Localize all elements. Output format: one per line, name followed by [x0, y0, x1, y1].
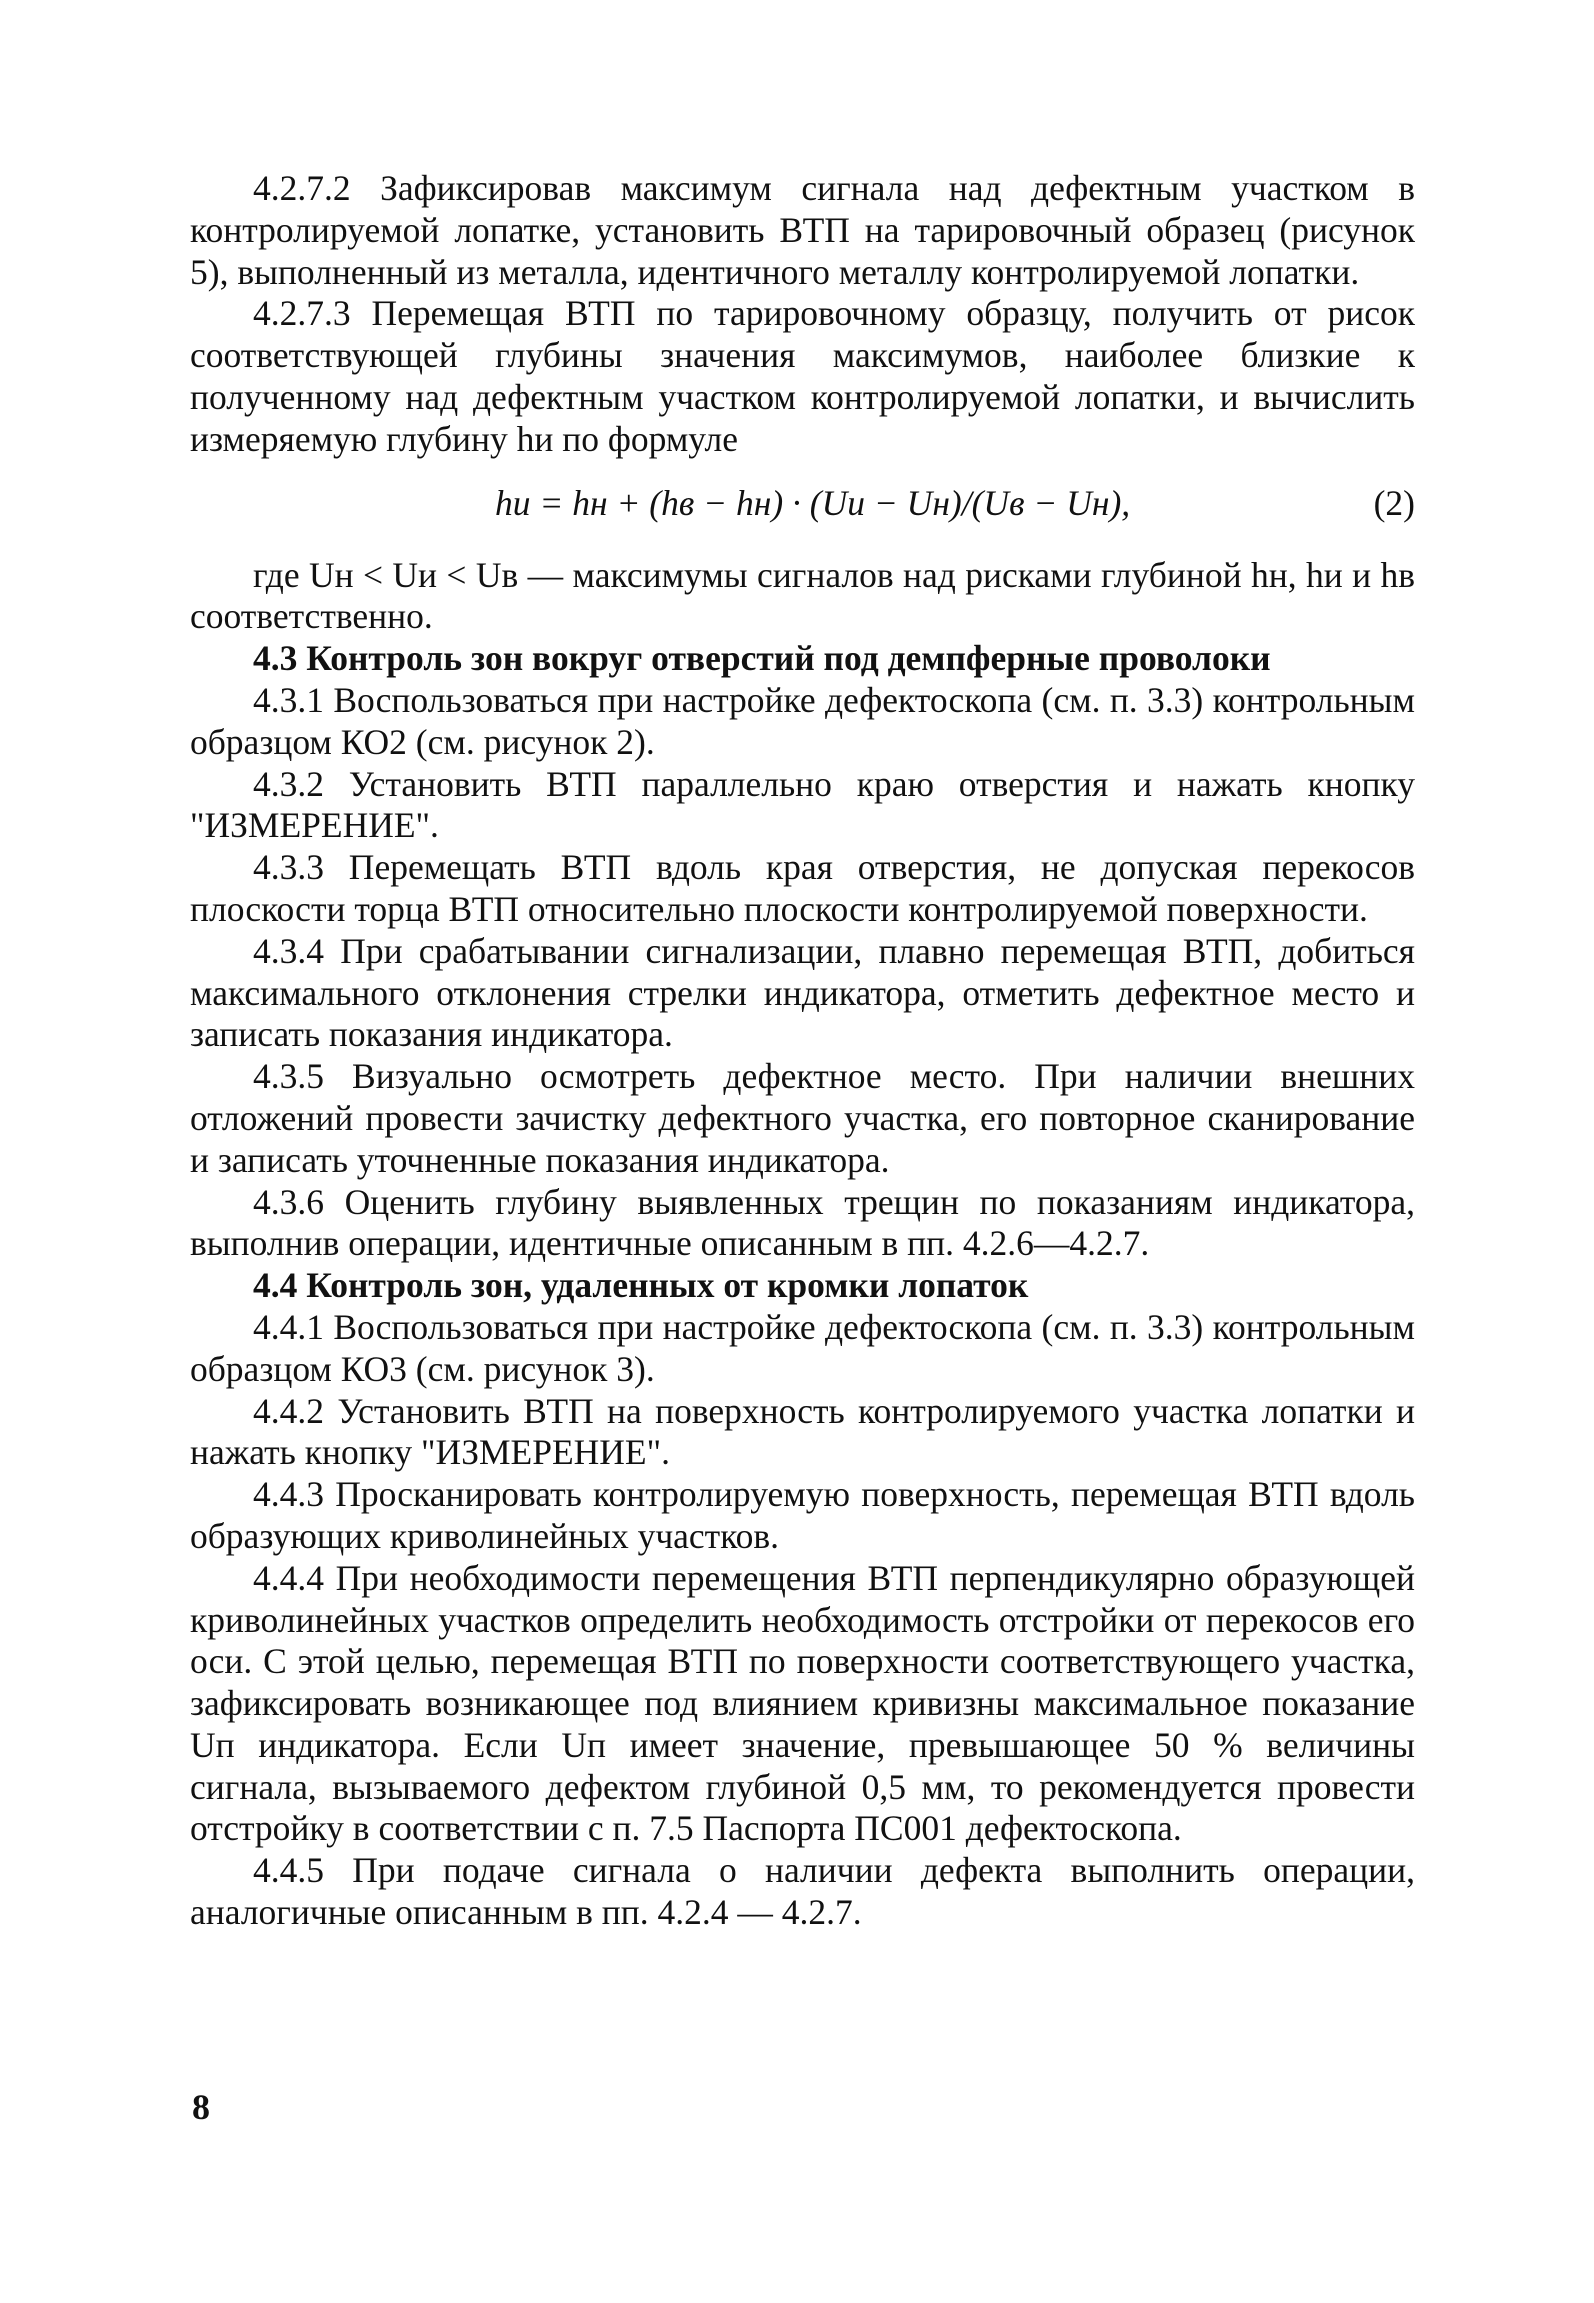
formula-where-clause: где Uн < Uи < Uв — максимумы сигналов над рисками глубиной hн, hи и hв соответственно.: [190, 554, 1415, 637]
paragraph-4-3-1: 4.3.1 Воспользоваться при настройке дефектоскопа (см. п. 3.3) контрольным образцом КО2 (см. рисунок 2).: [190, 679, 1415, 762]
paragraph-4-4-5: 4.4.5 При подаче сигнала о наличии дефекта выполнить операции, аналогичные описанным в пп. 4.2.4 — 4.2.7.: [190, 1850, 1415, 1933]
formula-number: (2): [1373, 482, 1415, 523]
formula-2: [190, 469, 1415, 555]
paragraph-4-3-3: 4.3.3 Перемещать ВТП вдоль края отверстия, не допуская перекосов плоскости торца ВТП относительно плоскости контролируемой поверхности.: [190, 847, 1415, 929]
section-heading-4-4: 4.4 Контроль зон, удаленных от кромки лопаток: [253, 1265, 1029, 1306]
paragraph-4-4-1: 4.4.1 Воспользоваться при настройке дефектоскопа (см. п. 3.3) контрольным образцом КО3 (см. рисунок 3).: [190, 1306, 1415, 1389]
formula-expression: hи = hн + (hв − hн) · (Uи − Uн)/(Uв − Uн),: [495, 482, 1131, 523]
paragraph-4-2-7-3: 4.2.7.3 Перемещая ВТП по тарировочному образцу, получить от рисок соответствующей глубины значения максимумов, наиболее близкие к полученному над дефектным участком контролируемой лопатки, и вычислить измеряемую глубину hи по формуле: [190, 293, 1415, 459]
paragraph-4-3-5: 4.3.5 Визуально осмотреть дефектное место. При наличии внешних отложений провести зачистку дефектного участка, его повторное сканирование и записать уточненные показания индикатора.: [190, 1056, 1415, 1180]
paragraph-4-3-4: 4.3.4 При срабатывании сигнализации, плавно перемещая ВТП, добиться максимального отклонения стрелки индикатора, отметить дефектное место и записать показания индикатора.: [190, 930, 1415, 1055]
paragraph-4-3-2: 4.3.2 Установить ВТП параллельно краю отверстия и нажать кнопку "ИЗМЕРЕНИЕ".: [190, 763, 1415, 846]
paragraph-4-3-6: 4.3.6 Оценить глубину выявленных трещин по показаниям индикатора, выполнив операции, идентичные описанным в пп. 4.2.6—4.2.7.: [190, 1181, 1415, 1264]
paragraph-4-4-3: 4.4.3 Просканировать контролируемую поверхность, перемещая ВТП вдоль образующих криволинейных участков.: [190, 1474, 1415, 1556]
paragraph-4-2-7-2: 4.2.7.2 Зафиксировав максимум сигнала над дефектным участком в контролируемой лопатке, установить ВТП на тарировочный образец (рисунок 5), выполненный из металла, идентичного металлу контролируемой лопатки.: [190, 168, 1415, 292]
paragraph-4-4-2: 4.4.2 Установить ВТП на поверхность контролируемого участка лопатки и нажать кнопку "ИЗМЕРЕНИЕ".: [190, 1390, 1415, 1473]
paragraph-4-4-4: 4.4.4 При необходимости перемещения ВТП перпендикулярно образующей криволинейных участков определить необходимость отстройки от перекосов его оси. С этой целью, перемещая ВТП по поверхности соответствующего участка, зафиксировать возникающее под влиянием кривизны максимальное показание Uп индикатора. Если Uп имеет значение, превышающее 50 % величины сигнала, вызываемого дефектом глубиной 0,5 мм, то рекомендуется провести отстройку в соответствии с п. 7.5 Паспорта ПС001 дефектоскопа.: [190, 1557, 1415, 1849]
section-heading-4-3: 4.3 Контроль зон вокруг отверстий под демпферные проволоки: [253, 638, 1271, 679]
page-number: 8: [192, 2087, 210, 2127]
document-body: [190, 168, 1415, 1934]
